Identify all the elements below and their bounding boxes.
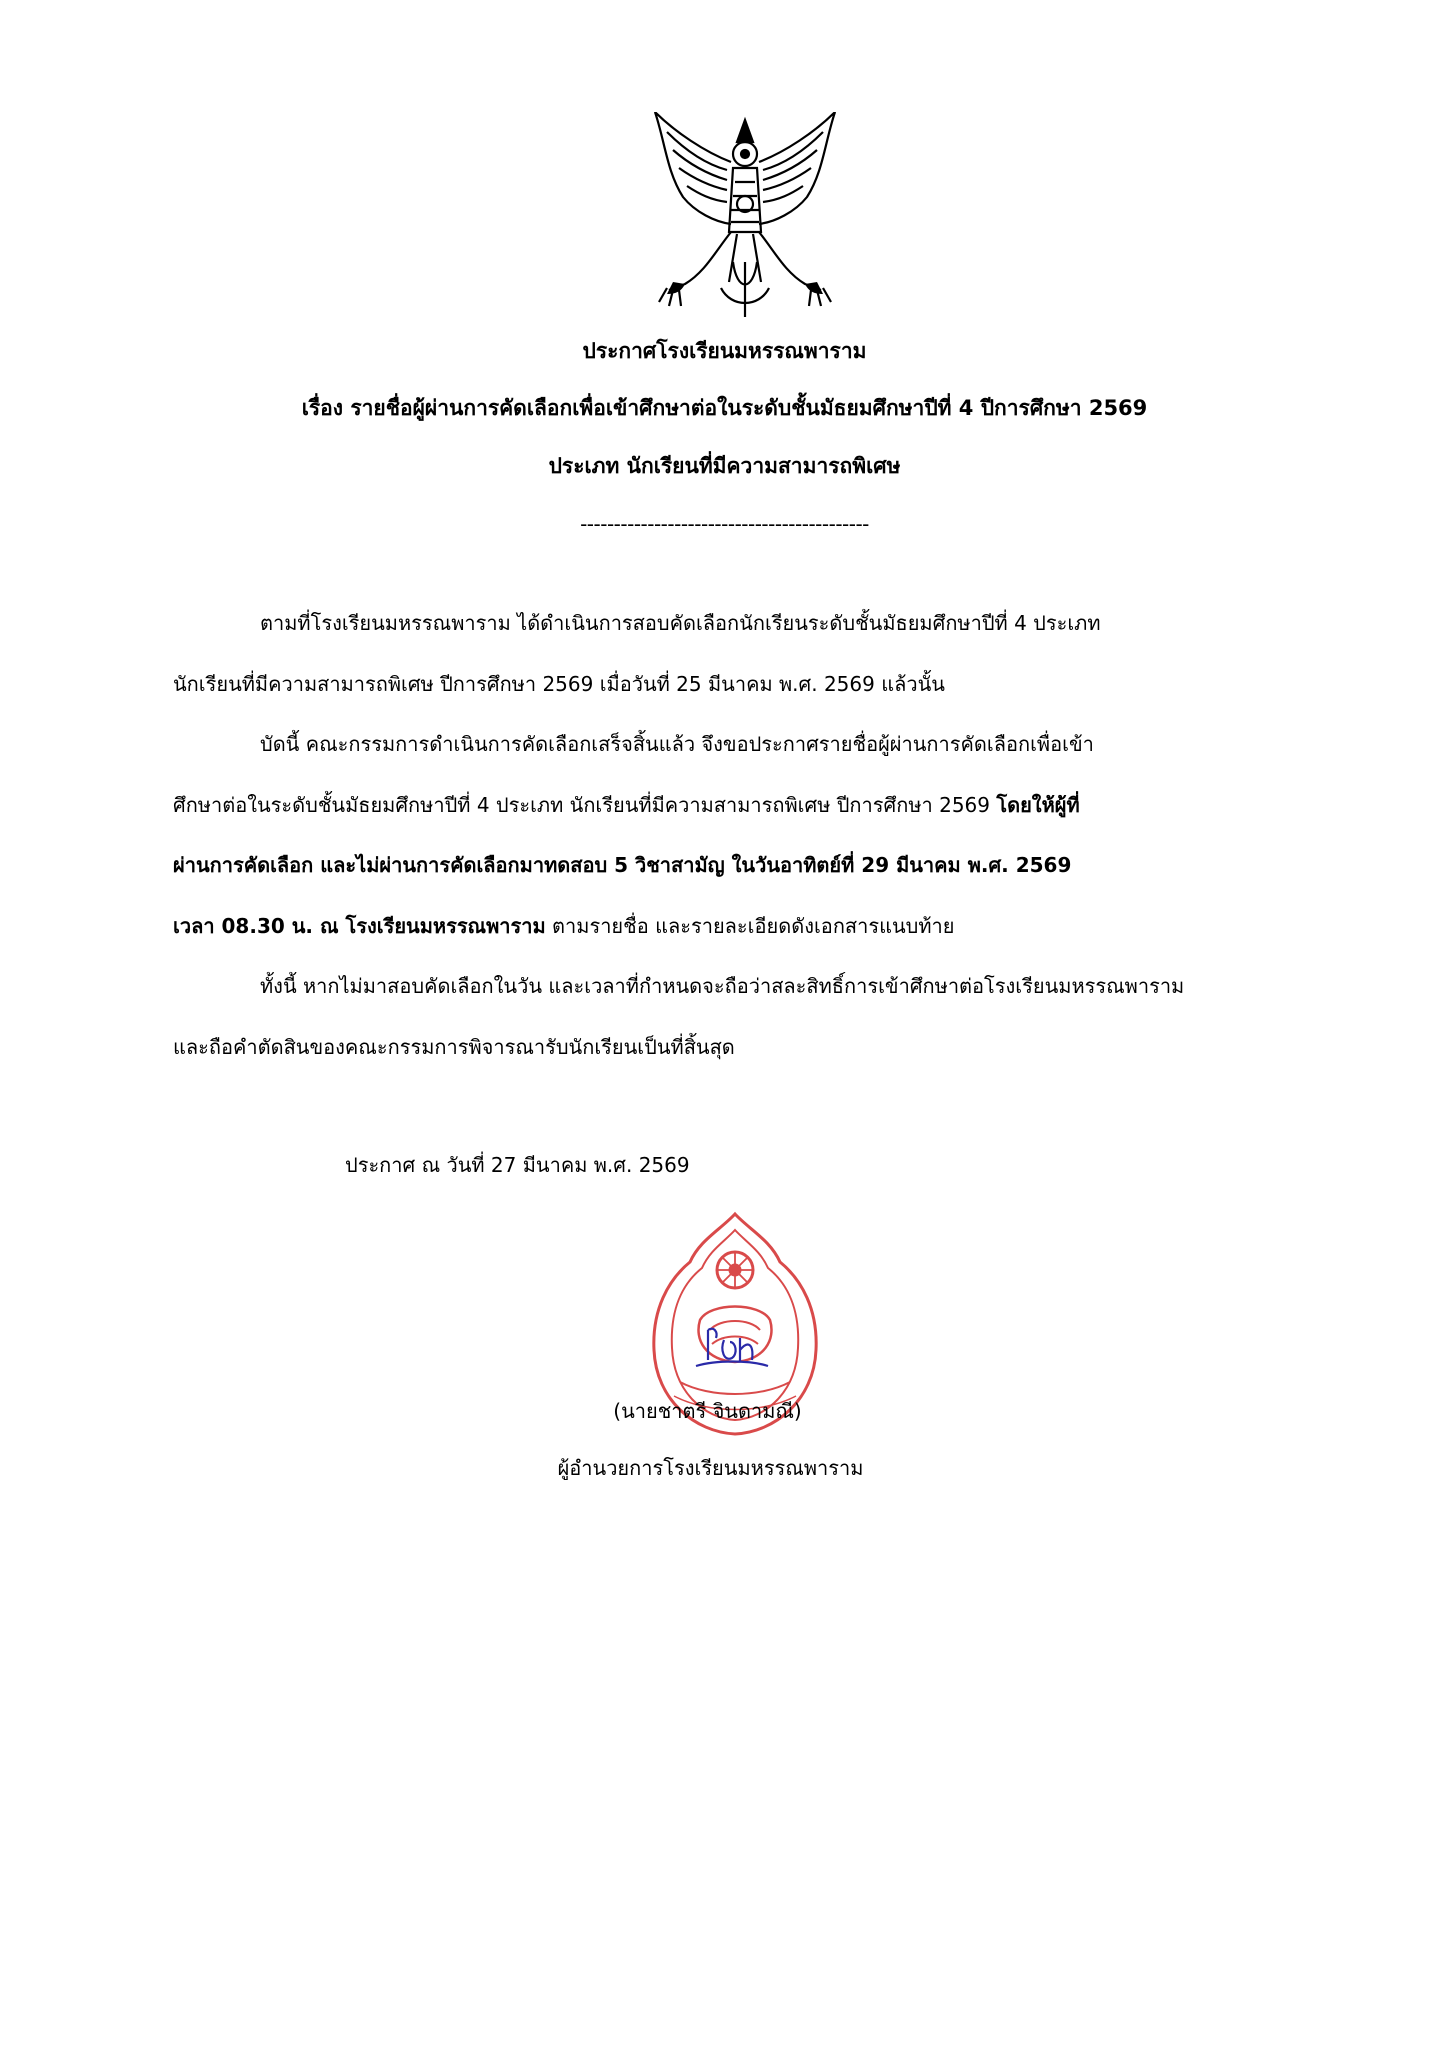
signatory-position: ผู้อำนวยการโรงเรียนมหรรณพาราม xyxy=(557,1456,864,1480)
announcement-category: ประเภท นักเรียนที่มีความสามารถพิเศษ xyxy=(548,454,901,478)
paragraph-2-line-4-bold: เวลา 08.30 น. ณ โรงเรียนมหรรณพาราม xyxy=(173,914,546,938)
announce-date: ประกาศ ณ วันที่ 27 มีนาคม พ.ศ. 2569 xyxy=(345,1153,690,1177)
paragraph-2-line-4 xyxy=(173,910,955,942)
paragraph-2-line-2 xyxy=(173,789,1080,821)
paragraph-2-line-1: บัดนี้ คณะกรรมการดำเนินการคัดเลือกเสร็จสิ้นแล้ว จึงขอประกาศรายชื่อผู้ผ่านการคัดเลือกเพื่อเข้า xyxy=(260,732,1094,756)
signatory-name: (นายชาตรี จินดามณี) xyxy=(613,1399,802,1423)
paragraph-3-line-1: ทั้งนี้ หากไม่มาสอบคัดเลือกในวัน และเวลาที่กำหนดจะถือว่าสละสิทธิ์การเข้าศึกษาต่อโรงเรียนมหรรณพาราม xyxy=(260,974,1185,998)
divider-line: ------------------------------------------- xyxy=(580,512,869,536)
paragraph-1-line-2: นักเรียนที่มีความสามารถพิเศษ ปีการศึกษา 2569 เมื่อวันที่ 25 มีนาคม พ.ศ. 2569 แล้วนั้น xyxy=(173,672,945,696)
paragraph-2-line-3: ผ่านการคัดเลือก และไม่ผ่านการคัดเลือกมาทดสอบ 5 วิชาสามัญ ในวันอาทิตย์ที่ 29 มีนาคม พ.ศ. 2569 xyxy=(173,853,1072,877)
paragraph-2-line-2-bold: โดยให้ผู้ที่ xyxy=(996,793,1080,817)
announcement-title: ประกาศโรงเรียนมหรรณพาราม xyxy=(582,339,867,363)
paragraph-1-line-1: ตามที่โรงเรียนมหรรณพาราม ได้ดำเนินการสอบคัดเลือกนักเรียนระดับชั้นมัธยมศึกษาปีที่ 4 ประเภท xyxy=(260,611,1101,635)
paragraph-2-line-2-text: ศึกษาต่อในระดับชั้นมัธยมศึกษาปีที่ 4 ประเภท นักเรียนที่มีความสามารถพิเศษ ปีการศึกษา 2569 xyxy=(173,793,997,817)
garuda-emblem xyxy=(645,112,845,322)
paragraph-2-line-4-text: ตามรายชื่อ และรายละเอียดดังเอกสารแนบท้าย xyxy=(545,914,955,938)
announcement-subject: เรื่อง รายชื่อผู้ผ่านการคัดเลือกเพื่อเข้าศึกษาต่อในระดับชั้นมัธยมศึกษาปีที่ 4 ปีการศึกษา 2569 xyxy=(301,396,1148,420)
paragraph-3-line-2: และถือคำตัดสินของคณะกรรมการพิจารณารับนักเรียนเป็นที่สิ้นสุด xyxy=(173,1035,735,1059)
